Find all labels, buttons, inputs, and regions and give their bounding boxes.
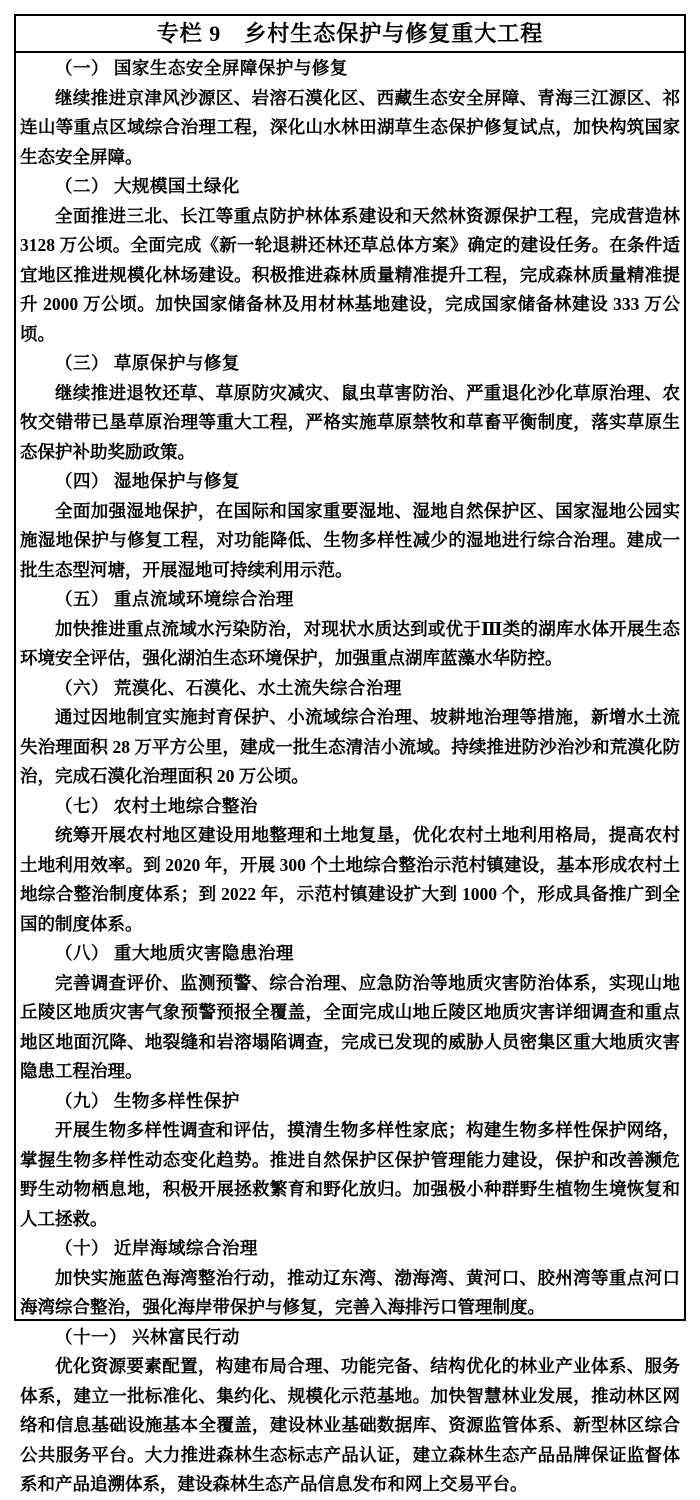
- section-10-paragraph: 加快实施蓝色海湾整治行动，推动辽东湾、渤海湾、黄河口、胶州湾等重点河口海湾综合整治，强化海岸带保护与修复，完善入海排污口管理制度。: [20, 1267, 680, 1317]
- section-7-heading: （七） 农村土地综合整治: [55, 795, 258, 816]
- section-3-heading: （三） 草原保护与修复: [55, 353, 240, 373]
- section-6-paragraph: 通过因地制宜实施封育保护、小流域综合治理、坡耕地治理等措施，新增水土流失治理面积 28 万平方公里，建成一批生态清洁小流域。持续推进防沙治沙和荒漠化防治，完成石漠化治理面积 20 万公顷。: [20, 707, 680, 786]
- section-10-heading: （十） 近岸海域综合治理: [55, 1238, 258, 1258]
- section-3-paragraph: 继续推进退牧还草、草原防灾减灾、鼠虫草害防治、严重退化沙化草原治理、农牧交错带已垦草原治理等重大工程，严格实施草原禁牧和草畜平衡制度，落实草原生态保护补助奖励政策。: [20, 382, 680, 462]
- section-1-paragraph: 继续推进京津风沙源区、岩溶石漠化区、西藏生态安全屏障、青海三江源区、祁连山等重点区域综合治理工程，深化山水林田湖草生态保护修复试点，加快构筑国家生态安全屏障。: [20, 87, 680, 167]
- box-title: 专栏 9 乡村生态保护与修复重大工程: [16, 16, 684, 53]
- section-7-paragraph: 统筹开展农村地区建设用地整理和土地复垦，优化农村土地利用格局，提高农村土地利用效率。到 2020 年，开展 300 个土地综合整治示范村镇建设，基本形成农村土地综合整治制度体系；到 2022 年，示范村镇建设扩大到 1000 个，形成具备推广到全国的制度体系。: [20, 825, 680, 934]
- section-2-heading: （二） 大规模国土绿化: [55, 176, 240, 196]
- section-5-heading: （五） 重点流域环境综合治理: [55, 589, 294, 609]
- section-1-heading: （一） 国家生态安全屏障保护与修复: [55, 58, 348, 78]
- section-2-paragraph: 全面推进三北、长江等重点防护林体系建设和天然林资源保护工程，完成营造林 3128 万公顷。全面完成《新一轮退耕还林还草总体方案》确定的建设任务。在条件适宜地区推进规模化林场建设。积极推进森林质量精准提升工程，完成森林质量精准提升 2000 万公顷。加快国家储备林及用材林基地建设，完成国家储备林建设 333 万公顷。: [20, 205, 680, 344]
- section-11-heading: （十一） 兴林富民行动: [55, 1326, 240, 1347]
- section-11-paragraph: 优化资源要素配置，构建布局合理、功能完备、结构优化的林业产业体系、服务体系，建立一批标准化、集约化、规模化示范基地。加快智慧林业发展，推动林区网络和信息基础设施基本全覆盖，建设林业基础数据库、资源监管体系、新型林区综合公共服务平台。大力推进森林生态标志产品认证，建立森林生态产品品牌保证监督体系和产品追溯体系，建设森林生态产品信息发布和网上交易平台。: [20, 1356, 680, 1494]
- section-5-paragraph: 加快推进重点流域水污染防治，对现状水质达到或优于Ⅲ类的湖库水体开展生态环境安全评估，强化湖泊生态环境保护，加强重点湖库蓝藻水华防控。: [20, 618, 680, 668]
- section-9-paragraph: 开展生物多样性调查和评估，摸清生物多样性家底；构建生物多样性保护网络，掌握生物多样性动态变化趋势。推进自然保护区保护管理能力建设，保护和改善濒危野生动物栖息地，积极开展拯救繁育和野化放归。加强极小种群野生植物生境恢复和人工拯救。: [20, 1120, 680, 1229]
- section-4-heading: （四） 湿地保护与修复: [55, 471, 240, 491]
- box-body: [16, 53, 684, 1500]
- section-8-heading: （八） 重大地质灾害隐患治理: [55, 943, 294, 963]
- section-8-paragraph: 完善调查评价、监测预警、综合治理、应急防治等地质灾害防治体系，实现山地丘陵区地质灾害气象预警预报全覆盖，全面完成山地丘陵区地质灾害详细调查和重点地区地面沉降、地裂缝和岩溶塌陷调查，完成已发现的威胁人员密集区重大地质灾害隐患工程治理。: [20, 972, 680, 1081]
- column-9-box: [14, 14, 686, 1494]
- section-9-heading: （九） 生物多样性保护: [55, 1090, 240, 1111]
- section-4-paragraph: 全面加强湿地保护，在国际和国家重要湿地、湿地自然保护区、国家湿地公园实施湿地保护与修复工程，对功能降低、生物多样性减少的湿地进行综合治理。建成一批生态型河塘，开展湿地可持续利用示范。: [20, 500, 680, 580]
- section-6-heading: （六） 荒漠化、石漠化、水土流失综合治理: [55, 677, 402, 698]
